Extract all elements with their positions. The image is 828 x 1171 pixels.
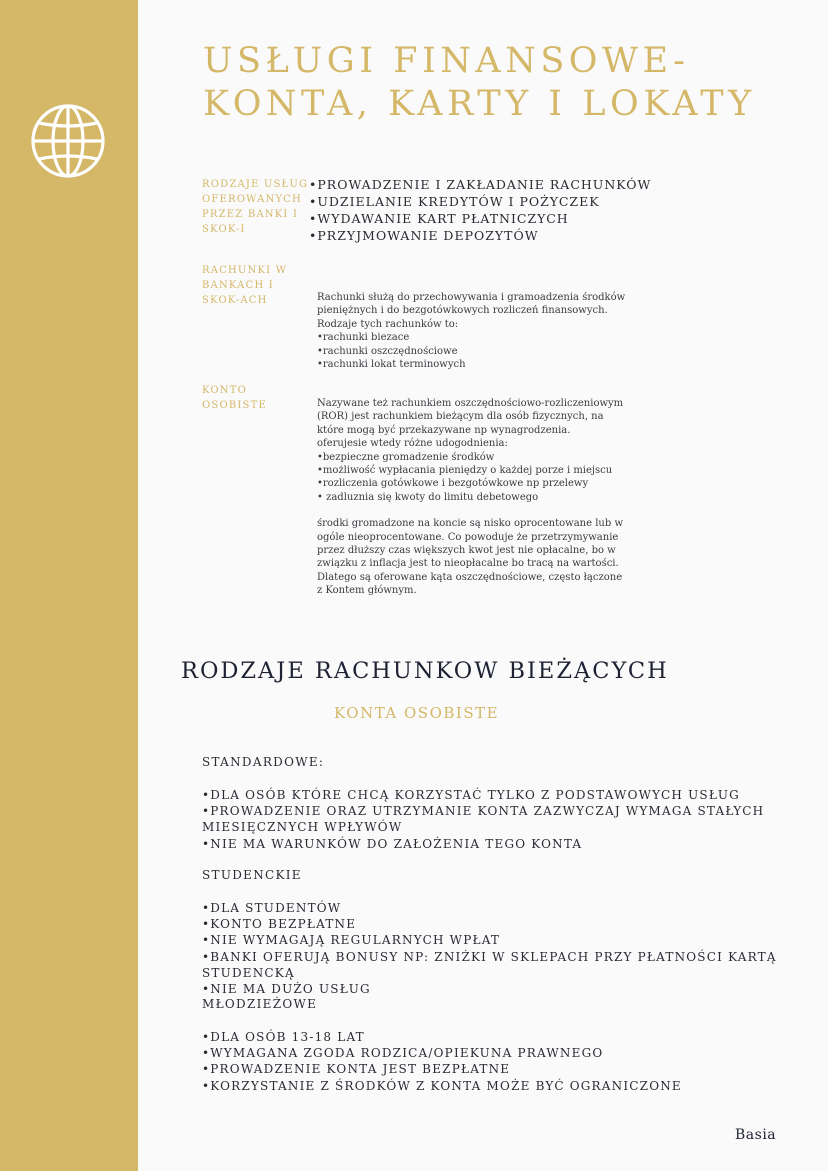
list-item: •NIE WYMAGAJĄ REGULARNYCH WPŁAT bbox=[202, 933, 501, 948]
label-accounts: RACHUNKI W BANKACH I SKOK-ACH bbox=[202, 265, 288, 306]
list-item: •PRZYJMOWANIE DEPOZYTÓW bbox=[309, 228, 539, 243]
list-item: •NIE MA DUŻO USŁUG bbox=[202, 982, 371, 997]
section-title: RODZAJE RACHUNKOW BIEŻĄCYCH bbox=[181, 658, 669, 684]
text-line: •bezpieczne gromadzenie środków bbox=[317, 451, 495, 463]
list-item: •KONTO BEZPŁATNE bbox=[202, 917, 357, 932]
list-item: •DLA OSÓB KTÓRE CHCĄ KORZYSTAĆ TYLKO Z PODSTAWOWYCH USŁUG bbox=[202, 788, 740, 802]
list-item: •DLA STUDENTÓW bbox=[202, 901, 342, 915]
list-item: •KORZYSTANIE Z ŚRODKÓW Z KONTA MOŻE BYĆ OGRANICZONE bbox=[202, 1078, 682, 1093]
text-line: oferujesie wtedy różne udogodnienia: bbox=[317, 438, 508, 450]
text-line: Nazywane też rachunkiem oszczędnościowo-rozliczeniowym (ROR) jest rachunkiem bieżącym dla osób fizycznych, na które mogą być przekazywane np wynagrodzenia. bbox=[317, 398, 624, 436]
page-title bbox=[203, 40, 803, 126]
list-item: •PROWADZENIE KONTA JEST BEZPŁATNE bbox=[202, 1062, 511, 1077]
label-services: RODZAJE USŁUG OFEROWANYCH PRZEZ BANKI I SKOK-I bbox=[202, 179, 309, 235]
student-list bbox=[202, 900, 812, 997]
list-item: •WYDAWANIE KART PŁATNICZYCH bbox=[309, 211, 569, 226]
services-list bbox=[309, 176, 651, 244]
text-line: •możliwość wypłacania pieniędzy o każdej porze i miejscu bbox=[317, 465, 613, 477]
heading-youth: MŁODZIEŻOWE bbox=[202, 997, 318, 1011]
label-personal: KONTO OSOBISTE bbox=[202, 385, 267, 411]
personal-text bbox=[317, 397, 627, 598]
heading-student: STUDENCKIE bbox=[202, 868, 302, 882]
text-line: • zadluznia się kwoty do limitu debetowego bbox=[317, 491, 539, 503]
accounts-text bbox=[317, 291, 627, 371]
list-item: •WYMAGANA ZGODA RODZICA/OPIEKUNA PRAWNEGO bbox=[202, 1046, 604, 1061]
title-line-1: USŁUGI FINANSOWE- bbox=[203, 41, 690, 81]
list-item: •PROWADZENIE I ZAKŁADANIE RACHUNKÓW bbox=[309, 177, 652, 192]
section-subtitle: KONTA OSOBISTE bbox=[334, 704, 500, 722]
list-item: •DLA OSÓB 13-18 LAT bbox=[202, 1030, 365, 1044]
text-line: •rozliczenia gotówkowe i bezgotówkowe np przelewy bbox=[317, 478, 589, 490]
text-line: Rachunki służą do przechowywania i gramoadzenia środków pieniężnych i do bezgotówkowych rozliczeń finansowych. bbox=[317, 292, 626, 317]
title-line-2: KONTA, KARTY I LOKATY bbox=[203, 84, 756, 124]
list-item: •BANKI OFERUJĄ BONUSY NP: ZNIŻKI W SKLEPACH PRZY PŁATNOŚCI KARTĄ STUDENCKĄ bbox=[202, 949, 777, 980]
text-line: Rodzaje tych rachunków to: bbox=[317, 318, 459, 330]
personal-paragraph: środki gromadzone na koncie są nisko oprocentowane lub w ogóle nieoprocentowane. Co powoduje że przetrzymywanie przez dłuższy czas większych kwot jest nie opłacalne, bo w związku z inflacja jest to nieopłacalne bo tracą na wartości. Dlatego są oferowane kąta oszczędnościowe, często łączone z Kontem głównym. bbox=[317, 518, 624, 597]
text-line: •rachunki oszczędnościowe bbox=[317, 345, 458, 357]
sidebar bbox=[0, 0, 138, 1171]
list-item: •NIE MA WARUNKÓW DO ZAŁOŻENIA TEGO KONTA bbox=[202, 836, 583, 851]
globe-icon bbox=[29, 102, 107, 180]
text-line: •rachunki biezace bbox=[317, 332, 410, 344]
author-name: Basia bbox=[735, 1127, 777, 1143]
text-line: •rachunki lokat terminowych bbox=[317, 359, 466, 371]
list-item: •PROWADZENIE ORAZ UTRZYMANIE KONTA ZAZWYCZAJ WYMAGA STAŁYCH MIESIĘCZNYCH WPŁYWÓW bbox=[202, 804, 765, 835]
standard-list bbox=[202, 787, 812, 852]
youth-list bbox=[202, 1029, 812, 1094]
heading-standard: STANDARDOWE: bbox=[202, 755, 325, 769]
list-item: •UDZIELANIE KREDYTÓW I POŻYCZEK bbox=[309, 194, 600, 209]
